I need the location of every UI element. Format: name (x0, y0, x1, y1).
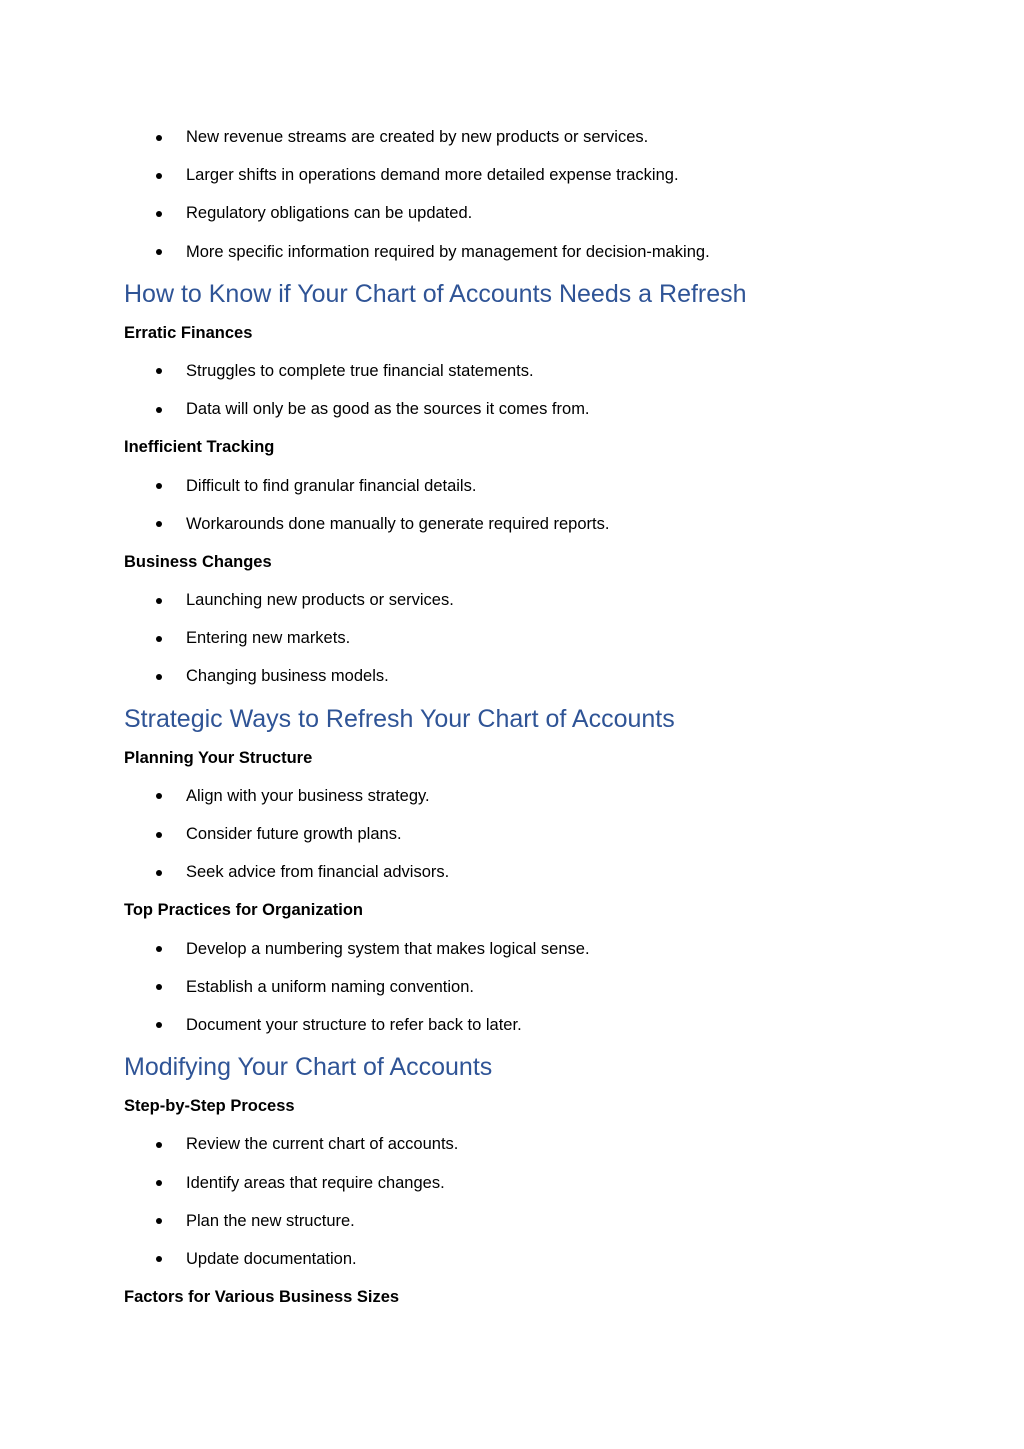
list-item: Consider future growth plans. (124, 815, 924, 853)
intro-bullet-list (124, 118, 924, 271)
list-item: Identify areas that require changes. (124, 1164, 924, 1202)
subheading-step-by-step: Step-by-Step Process (124, 1097, 295, 1116)
list-item: Develop a numbering system that makes logical sense. (124, 930, 924, 968)
bullet-list-business-changes (124, 581, 924, 696)
list-item: Review the current chart of accounts. (124, 1125, 924, 1163)
list-item: Align with your business strategy. (124, 777, 924, 815)
list-item: Data will only be as good as the sources it comes from. (124, 390, 924, 428)
section-title-modifying: Modifying Your Chart of Accounts (124, 1053, 493, 1082)
list-item: Plan the new structure. (124, 1202, 924, 1240)
bullet-list-planning-structure (124, 777, 924, 892)
list-item: Regulatory obligations can be updated. (124, 194, 924, 232)
bullet-list-erratic-finances (124, 352, 924, 428)
list-item: New revenue streams are created by new products or services. (124, 118, 924, 156)
subheading-planning-structure: Planning Your Structure (124, 748, 313, 767)
list-item: Document your structure to refer back to later. (124, 1006, 924, 1044)
subheading-business-changes: Business Changes (124, 552, 272, 571)
section-title-needs-refresh: How to Know if Your Chart of Accounts Needs a Refresh (124, 279, 747, 308)
list-item: Launching new products or services. (124, 581, 924, 619)
list-item: Struggles to complete true financial statements. (124, 352, 924, 390)
document-page (124, 118, 924, 1316)
list-item: Entering new markets. (124, 619, 924, 657)
subheading-erratic-finances: Erratic Finances (124, 323, 253, 342)
subheading-inefficient-tracking: Inefficient Tracking (124, 438, 275, 457)
list-item: Changing business models. (124, 657, 924, 695)
subheading-top-practices: Top Practices for Organization (124, 901, 363, 920)
list-item: Difficult to find granular financial details. (124, 467, 924, 505)
list-item: Larger shifts in operations demand more detailed expense tracking. (124, 156, 924, 194)
bullet-list-top-practices (124, 930, 924, 1045)
list-item: Seek advice from financial advisors. (124, 853, 924, 891)
subheading-business-sizes: Factors for Various Business Sizes (124, 1288, 400, 1307)
list-item: Workarounds done manually to generate required reports. (124, 505, 924, 543)
list-item: Establish a uniform naming convention. (124, 968, 924, 1006)
bullet-list-step-by-step (124, 1125, 924, 1278)
section-title-strategic-ways: Strategic Ways to Refresh Your Chart of Accounts (124, 704, 675, 733)
list-item: More specific information required by management for decision-making. (124, 233, 924, 271)
bullet-list-inefficient-tracking (124, 467, 924, 543)
list-item: Update documentation. (124, 1240, 924, 1278)
